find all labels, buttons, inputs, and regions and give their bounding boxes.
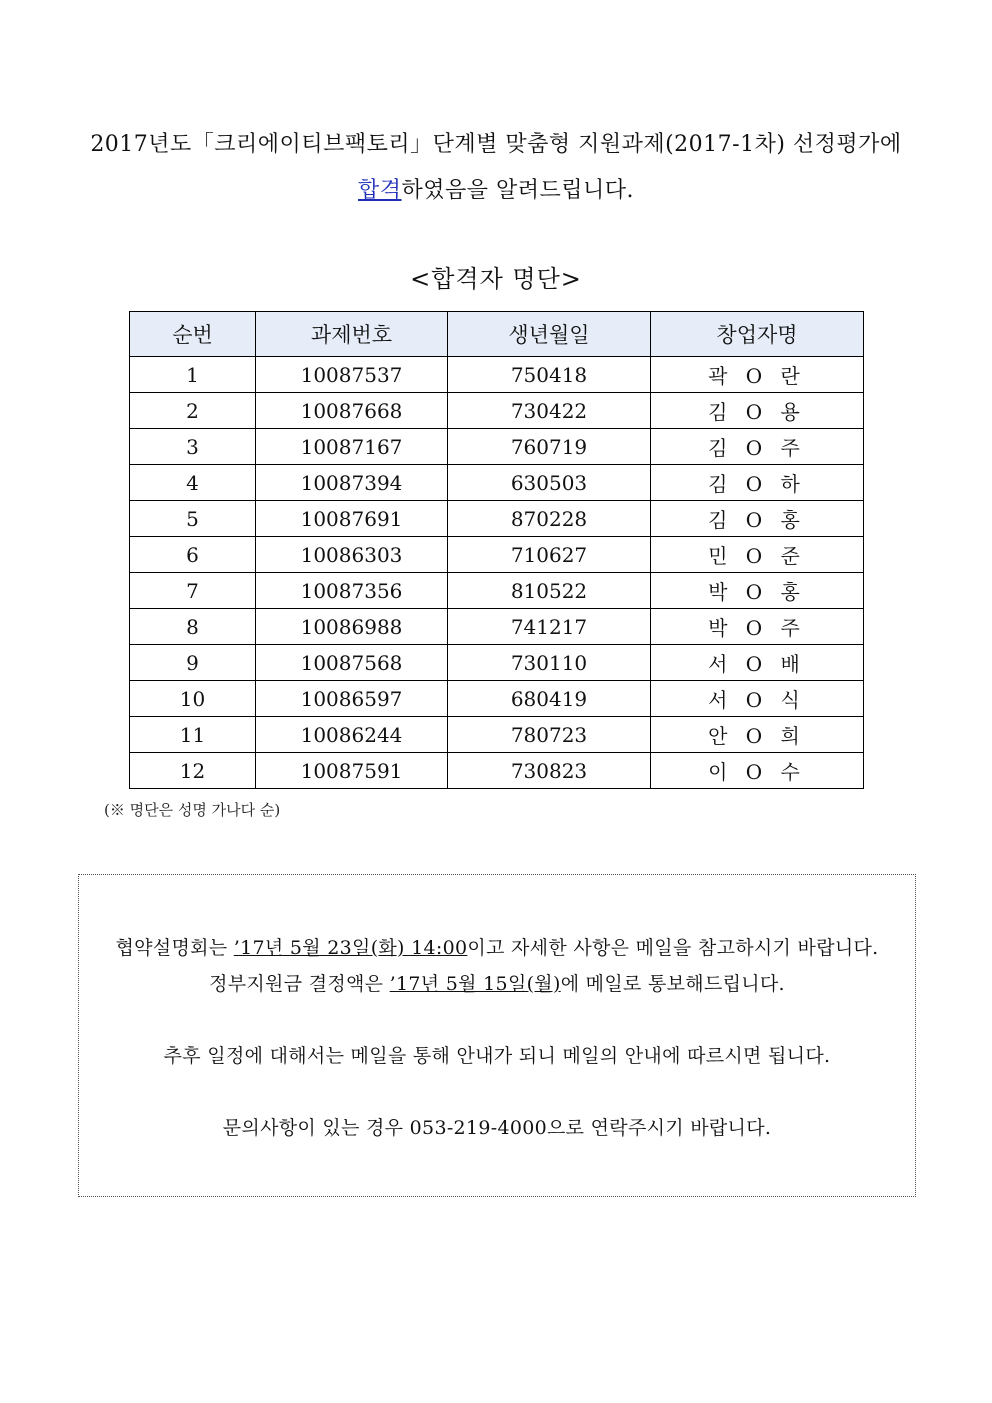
cell-birthdate: 730110 [448, 645, 651, 681]
table-row [130, 753, 864, 789]
result-table [129, 311, 864, 789]
cell-task-number: 10086597 [256, 681, 448, 717]
cell-founder-name: 서 O 배 [651, 645, 864, 681]
cell-founder-name: 서 O 식 [651, 681, 864, 717]
cell-task-number: 10087591 [256, 753, 448, 789]
cell-seq: 7 [130, 573, 256, 609]
cell-seq: 4 [130, 465, 256, 501]
cell-founder-name: 박 O 주 [651, 609, 864, 645]
cell-birthdate: 810522 [448, 573, 651, 609]
cell-founder-name: 김 O 홍 [651, 501, 864, 537]
table-body [130, 357, 864, 789]
cell-task-number: 10086988 [256, 609, 448, 645]
pass-link[interactable]: 합격 [357, 178, 402, 203]
cell-task-number: 10087568 [256, 645, 448, 681]
cell-birthdate: 730422 [448, 393, 651, 429]
cell-seq: 9 [130, 645, 256, 681]
cell-founder-name: 곽 O 란 [651, 357, 864, 393]
cell-seq: 12 [130, 753, 256, 789]
notice-line-1-a: 협약설명회는 [115, 937, 234, 959]
notification-date: ’17년 5월 15일(월) [389, 973, 561, 995]
table-header-row [130, 312, 864, 357]
cell-founder-name: 김 O 하 [651, 465, 864, 501]
cell-birthdate: 780723 [448, 717, 651, 753]
table-row [130, 501, 864, 537]
table-row [130, 681, 864, 717]
cell-founder-name: 이 O 수 [651, 753, 864, 789]
cell-birthdate: 750418 [448, 357, 651, 393]
cell-task-number: 10087668 [256, 393, 448, 429]
notice-box [78, 874, 916, 1197]
notice-line-2 [79, 969, 915, 996]
cell-task-number: 10087691 [256, 501, 448, 537]
cell-birthdate: 680419 [448, 681, 651, 717]
table-row [130, 645, 864, 681]
cell-founder-name: 민 O 준 [651, 537, 864, 573]
heading-line-1: 2017년도「크리에이티브팩토리」단계별 맞춤형 지원과제(2017-1차) 선정평가에 [90, 132, 902, 157]
notice-line-3: 추후 일정에 대해서는 메일을 통해 안내가 되니 메일의 안내에 따르시면 됩니다. [163, 1045, 831, 1067]
cell-founder-name: 김 O 용 [651, 393, 864, 429]
cell-birthdate: 741217 [448, 609, 651, 645]
table-title: <합격자 명단> [410, 265, 582, 293]
header-task-number: 과제번호 [256, 312, 448, 357]
cell-founder-name: 안 O 희 [651, 717, 864, 753]
header-founder-name: 창업자명 [651, 312, 864, 357]
notice-line-4: 문의사항이 있는 경우 053-219-4000으로 연락주시기 바랍니다. [222, 1117, 772, 1139]
table-row [130, 609, 864, 645]
cell-task-number: 10087167 [256, 429, 448, 465]
table-row [130, 357, 864, 393]
cell-task-number: 10086244 [256, 717, 448, 753]
heading-line-2 [0, 173, 992, 204]
header-seq: 순번 [130, 312, 256, 357]
cell-birthdate: 630503 [448, 465, 651, 501]
cell-birthdate: 760719 [448, 429, 651, 465]
cell-birthdate: 730823 [448, 753, 651, 789]
briefing-datetime: ’17년 5월 23일(화) 14:00 [233, 937, 468, 959]
cell-seq: 2 [130, 393, 256, 429]
cell-birthdate: 710627 [448, 537, 651, 573]
table-row [130, 393, 864, 429]
cell-task-number: 10087394 [256, 465, 448, 501]
notice-line-1-c: 이고 자세한 사항은 메일을 참고하시기 바랍니다. [467, 937, 879, 959]
cell-task-number: 10087356 [256, 573, 448, 609]
table-row [130, 465, 864, 501]
notice-line-2-c: 에 메일로 통보해드립니다. [560, 973, 785, 995]
cell-seq: 10 [130, 681, 256, 717]
cell-seq: 3 [130, 429, 256, 465]
cell-seq: 1 [130, 357, 256, 393]
notice-line-2-a: 정부지원금 결정액은 [209, 973, 390, 995]
cell-seq: 8 [130, 609, 256, 645]
notice-line-1 [79, 933, 915, 960]
cell-seq: 11 [130, 717, 256, 753]
cell-seq: 6 [130, 537, 256, 573]
cell-founder-name: 김 O 주 [651, 429, 864, 465]
cell-founder-name: 박 O 홍 [651, 573, 864, 609]
heading-line-2-rest: 하였음을 알려드립니다. [401, 178, 635, 203]
cell-seq: 5 [130, 501, 256, 537]
header-birthdate: 생년월일 [448, 312, 651, 357]
table-row [130, 573, 864, 609]
table-row [130, 717, 864, 753]
cell-task-number: 10087537 [256, 357, 448, 393]
cell-task-number: 10086303 [256, 537, 448, 573]
table-row [130, 537, 864, 573]
table-row [130, 429, 864, 465]
cell-birthdate: 870228 [448, 501, 651, 537]
footnote: (※ 명단은 성명 가나다 순) [104, 801, 281, 819]
